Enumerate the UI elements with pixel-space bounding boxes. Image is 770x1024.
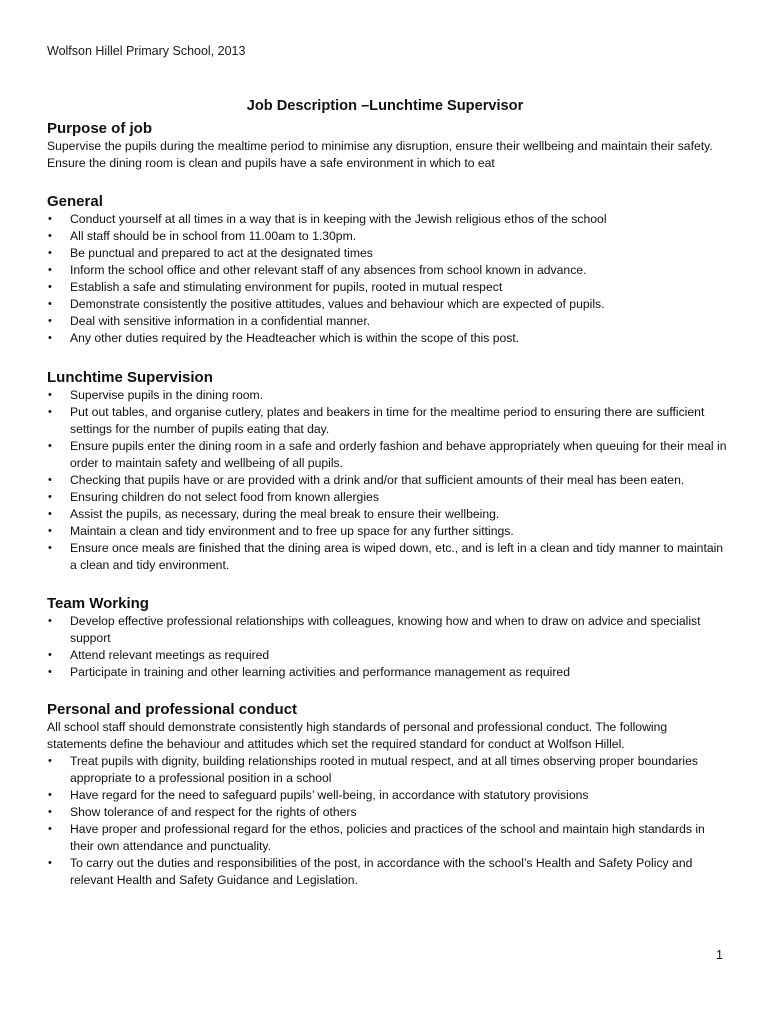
- list-item: [47, 211, 727, 228]
- general-list: [47, 211, 727, 347]
- list-item: [47, 787, 727, 804]
- list-item: [47, 753, 727, 787]
- lunchtime-list: [47, 387, 727, 574]
- bullet-icon: •: [48, 230, 52, 242]
- list-item-text: Ensure once meals are finished that the dining area is wiped down, etc., and is left in a clean and tidy manner to maintain a clean and tidy environment.: [70, 541, 724, 572]
- list-item-text: To carry out the duties and responsibilities of the post, in accordance with the school’s Health and Safety Policy and relevant Health and Safety Guidance and Legislation.: [70, 856, 693, 887]
- bullet-icon: •: [48, 857, 52, 869]
- list-item-text: Deal with sensitive information in a confidential manner.: [70, 314, 371, 328]
- list-item-text: Demonstrate consistently the positive attitudes, values and behaviour which are expected of pupils.: [70, 297, 605, 311]
- list-item-text: Any other duties required by the Headteacher which is within the scope of this post.: [70, 331, 520, 345]
- list-item-text: Inform the school office and other relevant staff of any absences from school known in advance.: [70, 263, 587, 277]
- bullet-icon: •: [48, 389, 52, 401]
- bullet-icon: •: [48, 298, 52, 310]
- personal-intro: All school staff should demonstrate consistently high standards of personal and professional conduct. The following statements define the behaviour and attitudes which set the required standard for conduct at Wolfson Hillel.: [47, 720, 668, 751]
- bullet-icon: •: [48, 474, 52, 486]
- team-list: [47, 613, 727, 681]
- bullet-icon: •: [48, 806, 52, 818]
- list-item-text: All staff should be in school from 11.00am to 1.30pm.: [70, 229, 357, 243]
- list-item: [47, 438, 727, 472]
- list-item: [47, 228, 727, 245]
- list-item: [47, 262, 727, 279]
- list-item: [47, 664, 727, 681]
- bullet-icon: •: [48, 755, 52, 767]
- bullet-icon: •: [48, 213, 52, 225]
- list-item: [47, 296, 727, 313]
- list-item: [47, 540, 727, 574]
- section-heading-lunchtime: Lunchtime Supervision: [47, 369, 213, 386]
- bullet-icon: •: [48, 823, 52, 835]
- list-item: [47, 804, 727, 821]
- list-item: [47, 647, 727, 664]
- list-item: [47, 506, 727, 523]
- page-number: 1: [716, 948, 723, 962]
- bullet-icon: •: [48, 440, 52, 452]
- list-item-text: Put out tables, and organise cutlery, plates and beakers in time for the mealtime period to ensuring there are sufficient settings for the number of pupils eating that day.: [70, 405, 705, 436]
- document-body: [47, 119, 727, 889]
- list-item: [47, 279, 727, 296]
- list-item-text: Supervise pupils in the dining room.: [70, 388, 264, 402]
- list-item: [47, 855, 727, 889]
- list-item-text: Ensure pupils enter the dining room in a safe and orderly fashion and behave appropriately when queuing for their meal in order to maintain safety and wellbeing of all pupils.: [70, 439, 727, 470]
- bullet-icon: •: [48, 666, 52, 678]
- list-item: [47, 313, 727, 330]
- bullet-icon: •: [48, 649, 52, 661]
- list-item: [47, 330, 727, 347]
- list-item-text: Show tolerance of and respect for the rights of others: [70, 805, 357, 819]
- personal-list: [47, 753, 727, 889]
- list-item-text: Checking that pupils have or are provided with a drink and/or that sufficient amounts of their meal has been eaten.: [70, 473, 685, 487]
- list-item-text: Have regard for the need to safeguard pupils’ well-being, in accordance with statutory provisions: [70, 788, 589, 802]
- bullet-icon: •: [48, 525, 52, 537]
- list-item-text: Participate in training and other learning activities and performance management as required: [70, 665, 570, 679]
- bullet-icon: •: [48, 789, 52, 801]
- list-item-text: Treat pupils with dignity, building relationships rooted in mutual respect, and at all times observing proper boundaries appropriate to a professional position in a school: [70, 754, 698, 785]
- list-item: [47, 404, 727, 438]
- list-item: [47, 821, 727, 855]
- section-heading-team: Team Working: [47, 595, 149, 612]
- list-item: [47, 613, 727, 647]
- bullet-icon: •: [48, 281, 52, 293]
- school-header: Wolfson Hillel Primary School, 2013: [47, 44, 246, 58]
- purpose-line: Supervise the pupils during the mealtime period to minimise any disruption, ensure their wellbeing and maintain their safety.: [47, 139, 713, 153]
- bullet-icon: •: [48, 491, 52, 503]
- bullet-icon: •: [48, 332, 52, 344]
- list-item-text: Conduct yourself at all times in a way that is in keeping with the Jewish religious ethos of the school: [70, 212, 607, 226]
- list-item-text: Assist the pupils, as necessary, during the meal break to ensure their wellbeing.: [70, 507, 500, 521]
- list-item: [47, 489, 727, 506]
- list-item: [47, 472, 727, 489]
- section-heading-purpose: Purpose of job: [47, 120, 152, 137]
- list-item-text: Maintain a clean and tidy environment and to free up space for any further sittings.: [70, 524, 514, 538]
- bullet-icon: •: [48, 264, 52, 276]
- page-title: Job Description –Lunchtime Supervisor: [246, 98, 524, 114]
- list-item: [47, 245, 727, 262]
- list-item-text: Attend relevant meetings as required: [70, 648, 270, 662]
- bullet-icon: •: [48, 406, 52, 418]
- bullet-icon: •: [48, 542, 52, 554]
- section-heading-general: General: [47, 193, 103, 210]
- list-item-text: Establish a safe and stimulating environment for pupils, rooted in mutual respect: [70, 280, 503, 294]
- bullet-icon: •: [48, 508, 52, 520]
- purpose-line: Ensure the dining room is clean and pupils have a safe environment in which to eat: [47, 156, 495, 170]
- list-item-text: Have proper and professional regard for the ethos, policies and practices of the school and maintain high standards in their own attendance and punctuality.: [70, 822, 705, 853]
- list-item: [47, 387, 727, 404]
- list-item-text: Develop effective professional relationships with colleagues, knowing how and when to draw on advice and specialist support: [70, 614, 701, 645]
- bullet-icon: •: [48, 615, 52, 627]
- bullet-icon: •: [48, 315, 52, 327]
- section-heading-personal: Personal and professional conduct: [47, 701, 298, 718]
- list-item-text: Ensuring children do not select food from known allergies: [70, 490, 379, 504]
- list-item: [47, 523, 727, 540]
- list-item-text: Be punctual and prepared to act at the designated times: [70, 246, 373, 260]
- bullet-icon: •: [48, 247, 52, 259]
